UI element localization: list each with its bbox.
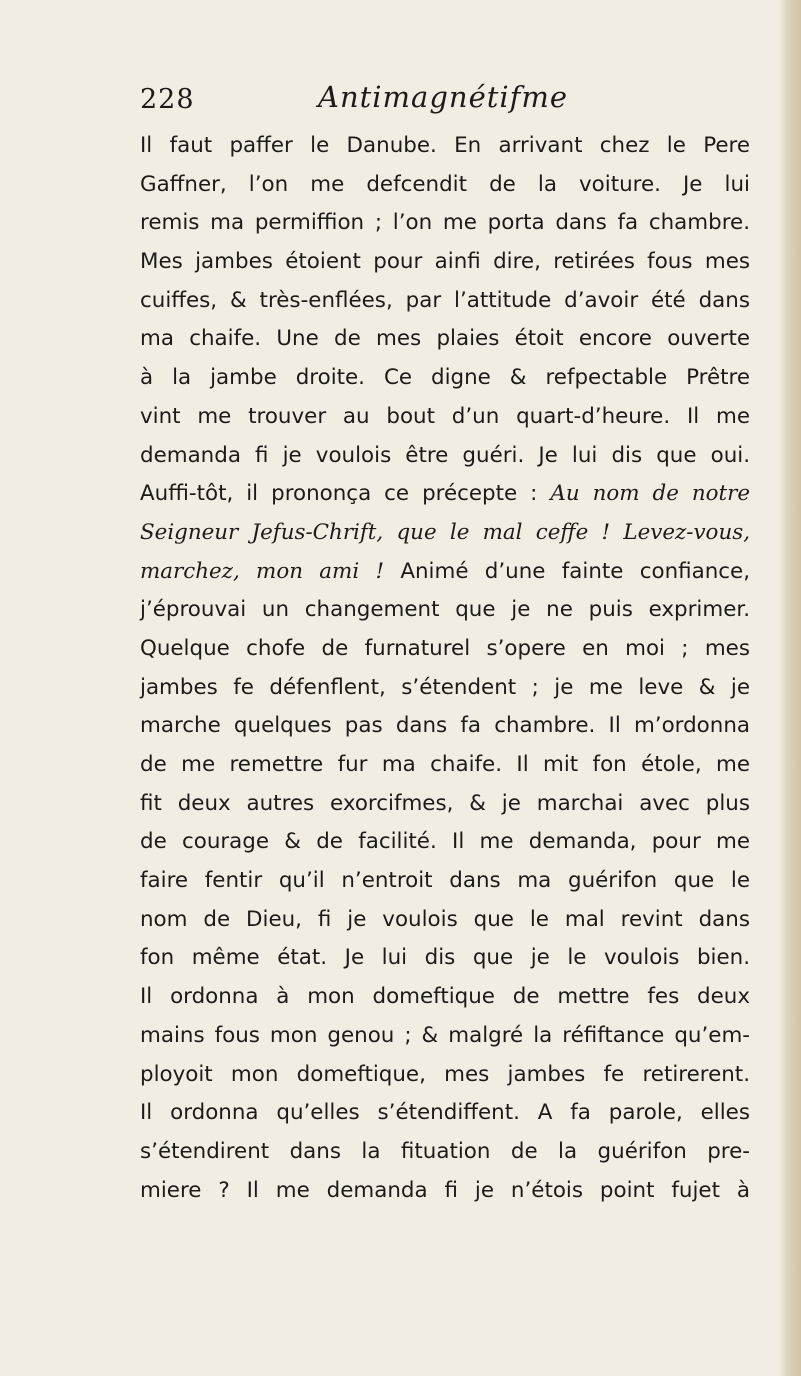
- text-line: Il ordonna qu’elles s’étendiffent. A fa parole, elles: [140, 1100, 750, 1126]
- text-run: Auffi-tôt, il prononça ce précepte :: [140, 481, 551, 507]
- text-line: faire fentir qu’il n’entroit dans ma guérifon que le: [140, 868, 750, 894]
- page-header: [140, 80, 750, 120]
- text-line: fon même état. Je lui dis que je le voulois bien.: [140, 945, 750, 971]
- text-line: s’étendirent dans la fituation de la guérifon pre-: [140, 1138, 750, 1164]
- text-line: vint me trouver au bout d’un quart-d’heure. Il me: [140, 403, 750, 429]
- text-line: miere ? Il me demanda fi je n’étois point fujet à: [140, 1177, 750, 1203]
- text-line: de me remettre fur ma chaife. Il mit fon étole, me: [140, 752, 750, 777]
- text-line: Il faut paffer le Danube. En arrivant chez le Pere: [140, 133, 750, 158]
- text-line: à la jambe droite. Ce digne & refpectable Prêtre: [140, 365, 750, 391]
- text-line: j’éprouvai un changement que je ne puis exprimer.: [140, 597, 750, 623]
- running-title: Antimagnétifme: [318, 80, 569, 114]
- text-line: Quelque chofe de furnaturel s’opere en moi ; mes: [140, 635, 750, 661]
- body-text: [140, 127, 750, 1210]
- text-line: [140, 475, 750, 514]
- text-line: jambes fe défenflent, s’étendent ; je me leve & je: [140, 674, 750, 700]
- text-line: mains fous mon genou ; & malgré la réfiftance qu’em-: [140, 1022, 750, 1048]
- text-line: ma chaife. Une de mes plaies étoit encore ouverte: [140, 326, 750, 352]
- text-line: remis ma permiffion ; l’on me porta dans fa chambre.: [140, 210, 750, 236]
- text-line: marche quelques pas dans fa chambre. Il m’ordonna: [140, 713, 750, 739]
- text-line: Gaffner, l’on me defcendit de la voiture. Je lui: [140, 171, 750, 197]
- page-edge: [779, 0, 801, 1376]
- text-line: nom de Dieu, fi je voulois que le mal revint dans: [140, 906, 750, 932]
- text-run: Animé d’une fainte confiance,: [384, 558, 750, 584]
- italic-text-run: Au nom de notre: [550, 481, 750, 507]
- text-line: ployoit mon domeftique, mes jambes fe retirerent.: [140, 1061, 750, 1087]
- text-line: Il ordonna à mon domeftique de mettre fes deux: [140, 984, 750, 1010]
- text-line: fit deux autres exorcifmes, & je marchai avec plus: [140, 790, 750, 816]
- italic-text-run: Seigneur Jefus-Chrift, que le mal ceffe ! Levez-vous,: [140, 519, 750, 545]
- page-number: 228: [140, 84, 195, 115]
- text-line: [140, 553, 750, 592]
- text-line: Mes jambes étoient pour ainfi dire, retirées fous mes: [140, 249, 750, 275]
- text-line: cuiffes, & très-enflées, par l’attitude d’avoir été dans: [140, 287, 750, 313]
- italic-text-run: marchez, mon ami !: [140, 558, 385, 584]
- text-line: de courage & de facilité. Il me demanda, pour me: [140, 829, 750, 855]
- text-line: demanda fi je voulois être guéri. Je lui dis que oui.: [140, 442, 750, 468]
- text-line: [140, 514, 750, 553]
